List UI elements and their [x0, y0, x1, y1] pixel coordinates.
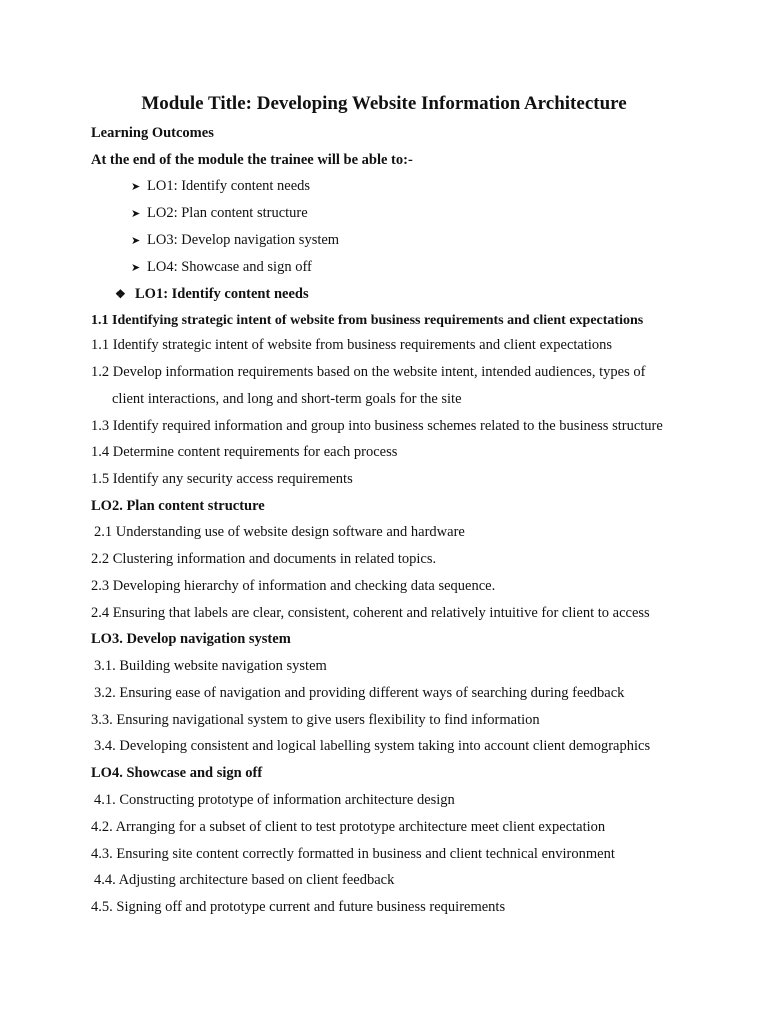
outcome-item: [131, 258, 312, 277]
lo3-item: 3.1. Building website navigation system: [94, 658, 327, 674]
lo2-heading: LO2. Plan content structure: [91, 498, 265, 514]
intro-text: At the end of the module the trainee will be able to:-: [91, 152, 413, 168]
lo2-item: 2.4 Ensuring that labels are clear, consistent, coherent and relatively intuitive for client to access: [91, 605, 650, 621]
arrow-bullet-icon: ➤: [131, 181, 141, 193]
lo2-item: 2.2 Clustering information and documents in related topics.: [91, 551, 437, 567]
outcome-item: [131, 231, 339, 250]
lo3-item: 3.2. Ensuring ease of navigation and providing different ways of searching during feedback: [94, 685, 625, 701]
arrow-bullet-icon: ➤: [131, 262, 141, 274]
lo1-subheading: 1.1 Identifying strategic intent of website from business requirements and client expectations: [91, 313, 644, 328]
lo1-item: 1.3 Identify required information and group into business schemes related to the business structure: [91, 418, 663, 434]
outcome-label: LO1: Identify content needs: [147, 178, 311, 194]
lo1-item: 1.1 Identify strategic intent of website from business requirements and client expectations: [91, 337, 613, 353]
lo2-item: 2.1 Understanding use of website design software and hardware: [94, 524, 465, 540]
lo1-item-continued: client interactions, and long and short-term goals for the site: [112, 391, 462, 407]
lo4-item: 4.2. Arranging for a subset of client to test prototype architecture meet client expectation: [91, 819, 606, 835]
arrow-bullet-icon: ➤: [131, 208, 141, 220]
learning-outcomes-heading: Learning Outcomes: [91, 125, 214, 141]
lo4-item: 4.1. Constructing prototype of information architecture design: [94, 792, 455, 808]
lo1-item: 1.4 Determine content requirements for each process: [91, 444, 398, 460]
diamond-bullet-icon: ❖: [115, 287, 126, 301]
page-title: Module Title: Developing Website Information Architecture: [141, 93, 627, 114]
arrow-bullet-icon: ➤: [131, 235, 141, 247]
lo1-item: 1.2 Develop information requirements based on the website intent, intended audiences, types of: [91, 364, 646, 380]
lo3-heading: LO3. Develop navigation system: [91, 631, 291, 647]
lo4-item: 4.3. Ensuring site content correctly formatted in business and client technical environment: [91, 846, 615, 862]
lo4-heading: LO4. Showcase and sign off: [91, 765, 263, 781]
lo1-heading: [115, 285, 309, 303]
outcome-item: [131, 204, 308, 223]
lo1-item: 1.5 Identify any security access requirements: [91, 471, 353, 487]
outcome-label: LO4: Showcase and sign off: [147, 259, 312, 275]
outcome-item: [131, 177, 310, 196]
outcome-label: LO2: Plan content structure: [147, 205, 308, 221]
lo1-heading-label: LO1: Identify content needs: [135, 286, 309, 302]
lo2-item: 2.3 Developing hierarchy of information and checking data sequence.: [91, 578, 496, 594]
lo4-item: 4.4. Adjusting architecture based on client feedback: [94, 872, 395, 888]
outcome-label: LO3: Develop navigation system: [147, 232, 340, 248]
lo3-item: 3.3. Ensuring navigational system to give users flexibility to find information: [91, 712, 540, 728]
lo3-item: 3.4. Developing consistent and logical labelling system taking into account client demographics: [94, 738, 651, 754]
lo4-item: 4.5. Signing off and prototype current and future business requirements: [91, 899, 506, 915]
